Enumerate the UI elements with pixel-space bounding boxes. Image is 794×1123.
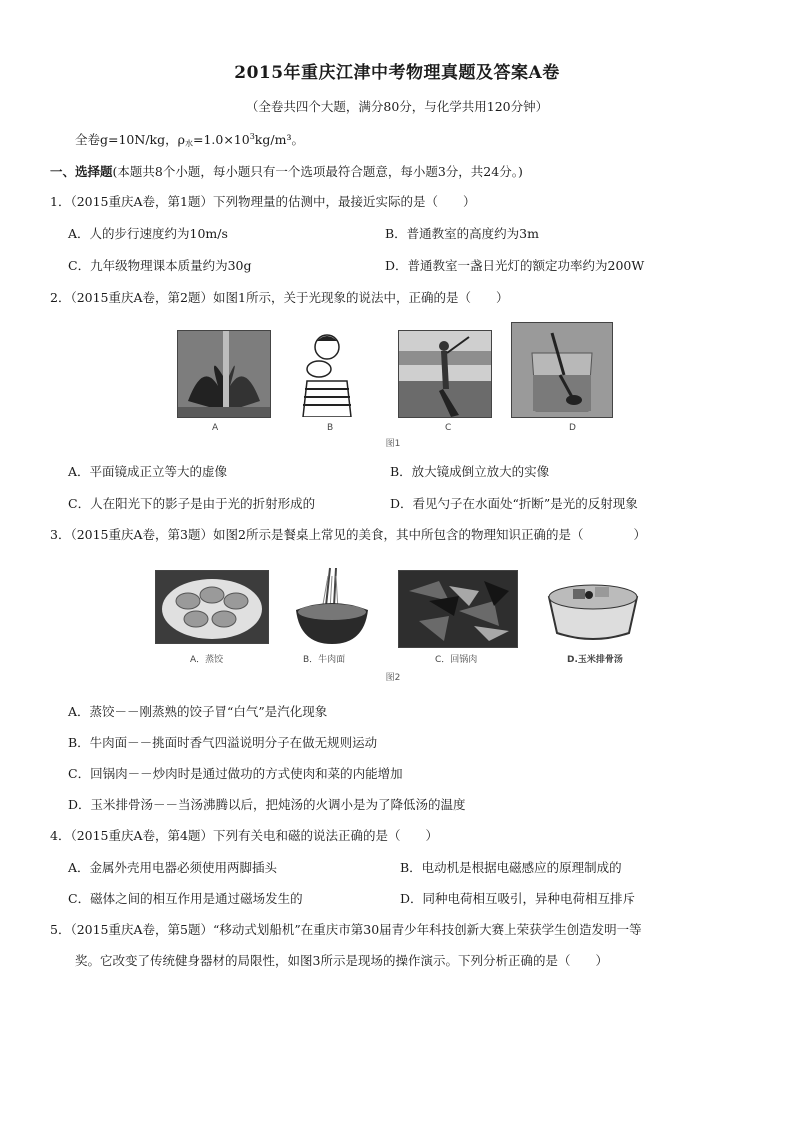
q3-option-a: A．蒸饺－－刚蒸熟的饺子冒“白气”是汽化现象	[68, 704, 328, 719]
section1-desc: (本题共8个小题，每小题只有一个选项最符合题意，每小题3分，共24分。)	[112, 164, 523, 179]
constants-line	[75, 130, 304, 149]
q3-option-b: B．牛肉面－－挑面时香气四溢说明分子在做无规则运动	[68, 735, 378, 750]
page-title: 2015年重庆江津中考物理真题及答案A卷	[234, 63, 560, 83]
magnifier-boy-image	[289, 331, 367, 417]
twice-cooked-pork-image	[399, 571, 517, 647]
constants-subscript: 水	[184, 139, 193, 148]
figure2-label-b: B．牛肉面	[303, 655, 346, 665]
figure1-label-d: D	[569, 423, 576, 433]
q2-option-a: A．平面镜成正立等大的虚像	[68, 464, 228, 479]
figure2-label-c: C．回锅肉	[435, 655, 478, 665]
figure2-label-d: D.玉米排骨汤	[567, 655, 623, 665]
q5-stem-line1: 5．（2015重庆A卷，第5题）“移动式划船机”在重庆市第30届青少年科技创新大赛上荣获学生创造发明一等	[50, 922, 642, 937]
figure2-photo-d	[542, 570, 644, 646]
figure1-photo-c	[398, 330, 492, 418]
figure1-label-b: B	[327, 423, 334, 433]
mirror-plant-image	[178, 331, 270, 417]
q1-stem: 1．（2015重庆A卷，第1题）下列物理量的估测中，最接近实际的是（ ）	[50, 194, 476, 209]
q2-option-d: D．看见勺子在水面处“折断”是光的反射现象	[390, 496, 638, 511]
q1-option-d: D．普通教室一盏日光灯的额定功率约为200W	[385, 258, 645, 273]
q1-option-b: B．普通教室的高度约为3m	[385, 226, 539, 241]
figure2-caption: 图2	[385, 673, 401, 683]
figure2-label-a: A．蒸饺	[190, 655, 224, 665]
figure1-photo-a	[177, 330, 271, 418]
q4-stem: 4．（2015重庆A卷，第4题）下列有关电和磁的说法正确的是（ ）	[50, 828, 438, 843]
constants-prefix: 全卷g=10N/kg，ρ	[75, 132, 185, 147]
golfer-shadow-image	[399, 331, 491, 417]
figure2-photo-b	[291, 565, 373, 647]
q1-option-c: C．九年级物理课本质量约为30g	[68, 258, 252, 273]
constants-mid: =1.0×10	[192, 132, 250, 147]
dumplings-image	[156, 571, 268, 643]
corn-rib-soup-image	[543, 571, 643, 645]
q3-option-c: C．回锅肉－－炒肉时是通过做功的方式使肉和菜的内能增加	[68, 766, 403, 781]
q4-option-d: D．同种电荷相互吸引，异种电荷相互排斥	[400, 891, 636, 906]
constants-superscript: 3	[249, 132, 255, 141]
figure1-label-a: A	[212, 423, 219, 433]
beef-noodles-image	[292, 566, 372, 646]
q5-stem-line2: 奖。它改变了传统健身器材的局限性，如图3所示是现场的操作演示。下列分析正确的是（ ）	[75, 953, 608, 968]
q2-option-c: C．人在阳光下的影子是由于光的折射形成的	[68, 496, 316, 511]
figure2-photo-a	[155, 570, 269, 644]
q2-stem: 2．（2015重庆A卷，第2题）如图1所示，关于光现象的说法中，正确的是（ ）	[50, 290, 509, 305]
q4-option-b: B．电动机是根据电磁感应的原理制成的	[400, 860, 622, 875]
page-subtitle: （全卷共四个大题，满分80分，与化学共用120分钟）	[245, 99, 549, 114]
spoon-water-image	[512, 323, 612, 417]
figure1-label-c: C	[445, 423, 452, 433]
figure2-photo-c	[398, 570, 518, 648]
figure1-caption: 图1	[385, 439, 401, 449]
q4-option-c: C．磁体之间的相互作用是通过磁场发生的	[68, 891, 303, 906]
section1-header	[50, 162, 523, 180]
section1-heading: 一、选择题	[50, 164, 113, 179]
constants-suffix: kg/m³。	[254, 132, 304, 147]
q3-option-d: D．玉米排骨汤－－当汤沸腾以后，把炖汤的火调小是为了降低汤的温度	[68, 797, 466, 812]
figure1-photo-d	[511, 322, 613, 418]
q4-option-a: A．金属外壳用电器必须使用两脚插头	[68, 860, 278, 875]
q1-option-a: A．人的步行速度约为10m/s	[68, 226, 228, 241]
q3-stem: 3．（2015重庆A卷，第3题）如图2所示是餐桌上常见的美食，其中所包含的物理知识正确的是（ ）	[50, 527, 646, 542]
figure1-photo-b	[288, 330, 368, 418]
q2-option-b: B．放大镜成倒立放大的实像	[390, 464, 550, 479]
